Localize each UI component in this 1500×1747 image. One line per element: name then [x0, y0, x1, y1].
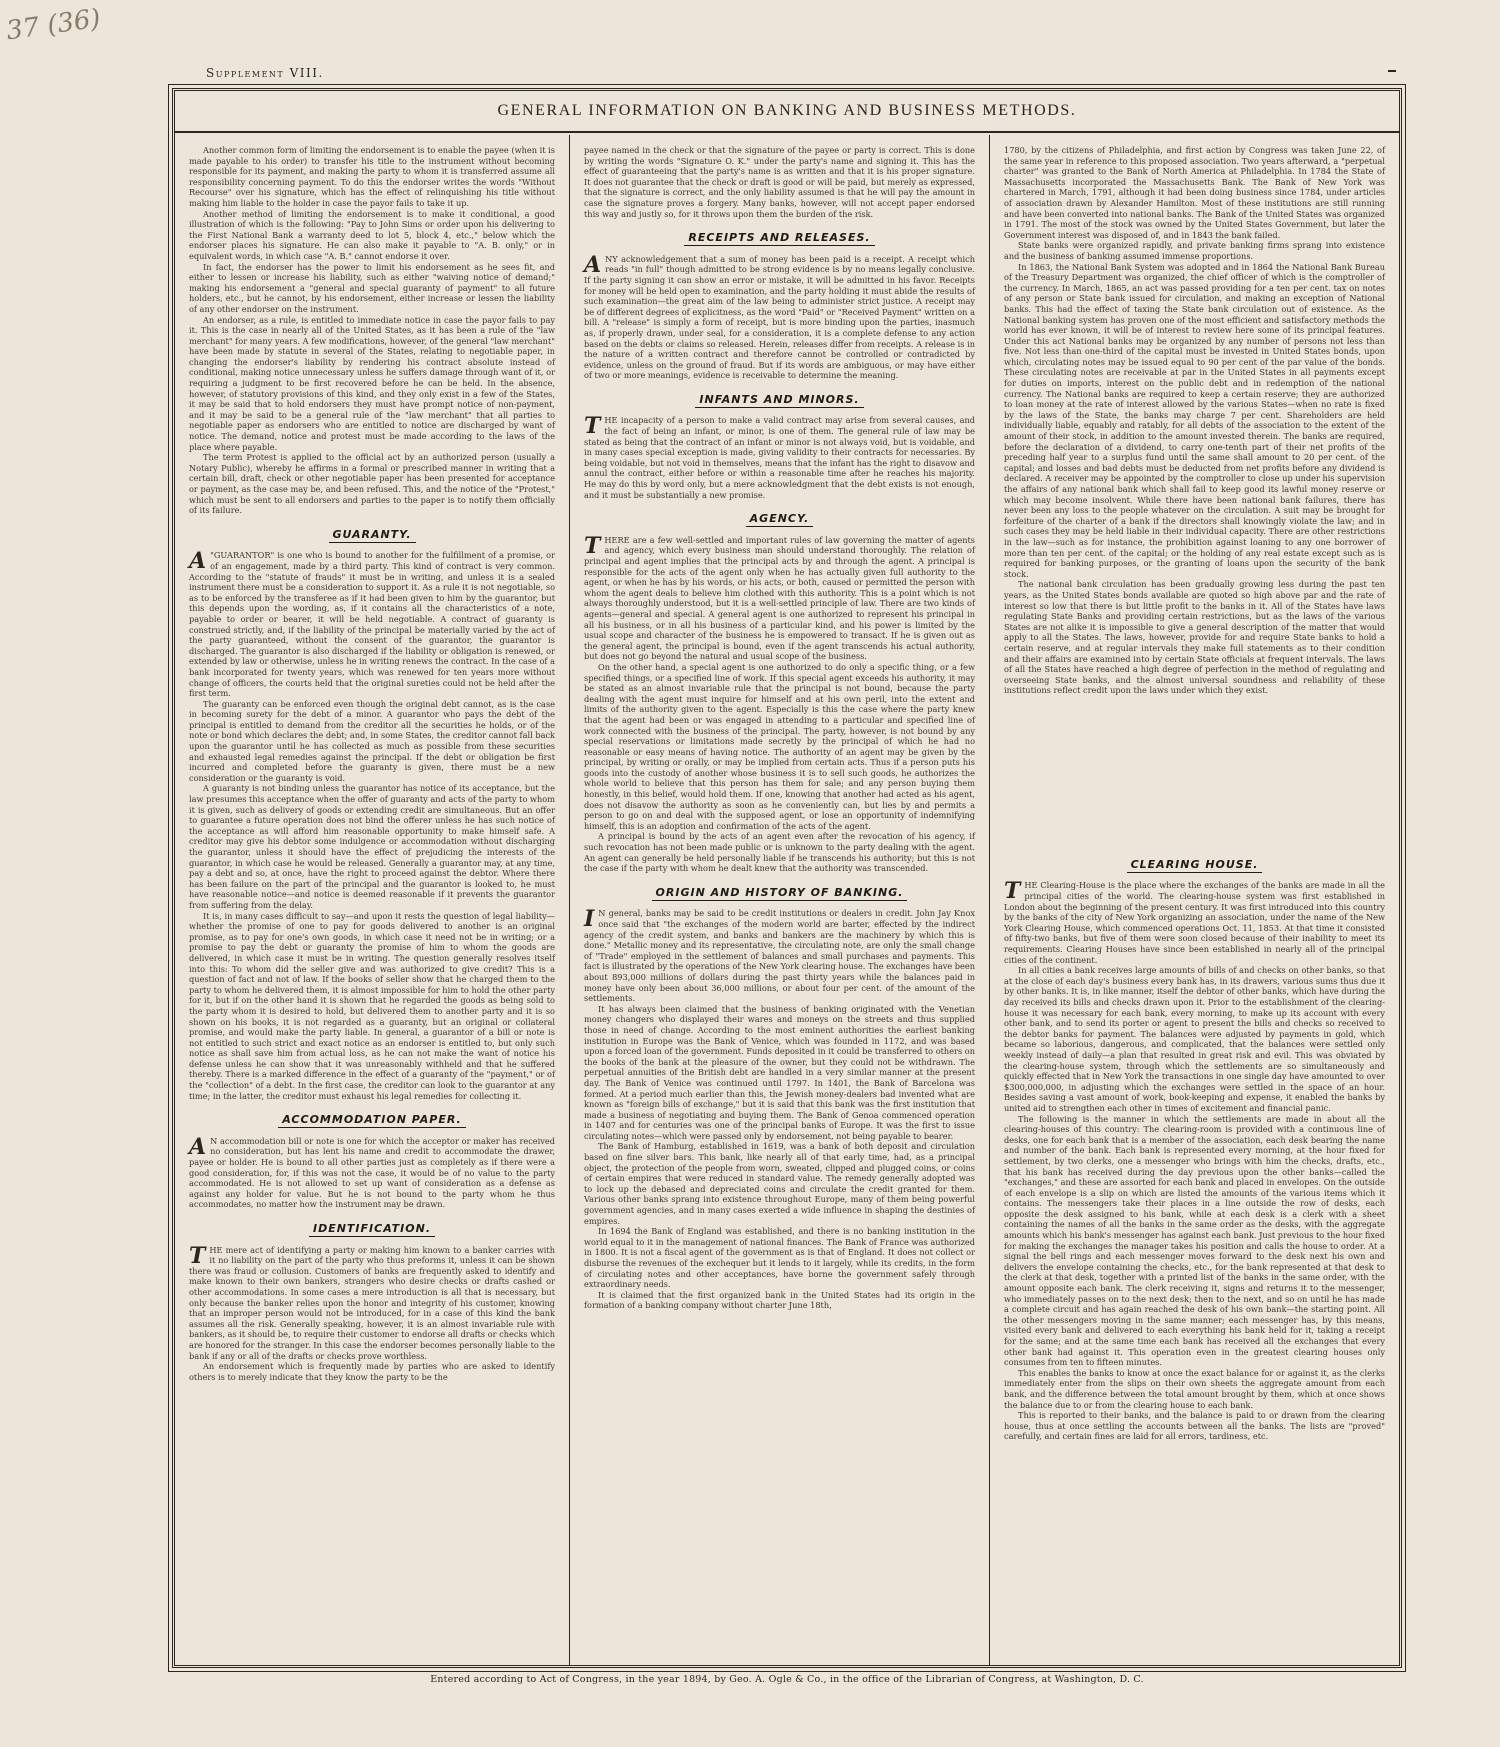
paragraph: A principal is bound by the acts of an agent even after the revocation of his agency, if such revocation has not been made public or is unknown to the party dealing with the agent. An agent can generally be held personally liable if he transcends his authority; but this is not the case if the party with whom he dealt knew that the authority was transcended.: [584, 831, 975, 874]
paragraph: I N general, banks may be said to be credit institutions or dealers in credit. John Jay Knox once said that "the exchanges of the modern world are barter, effected by the indirect agency of the credit system, and banks and bankers are the machinery by which this is done." Metallic money and its representative, the circulating note, are only the small change of "Trade" employed in the settlement of balances and small purchases and payments. This fact is illustrated by the operations of the New York clearing house. The exchanges have been about 893,000 millions of dollars during the past thirty years while the balances paid in money have only been about 36,000 millions, or about four per cent. of the amount of the settlements.: [584, 906, 975, 1004]
paragraph: It has always been claimed that the business of banking originated with the Venetian money changers who displayed their wares and moneys on the streets and thus supplied those in need of change. According to the most eminent authorities the earliest banking institution in Europe was the Bank of Venice, which was founded in 1172, and was based upon a forced loan of the government. Funds deposited in it could be transferred to others on the books of the bank at the pleasure of the owner, but they could not be withdrawn. The perpetual annuities of the British debt are handled in a very similar manner at the present day. The Bank of Venice was continued until 1797. In 1401, the Bank of Barcelona was formed. At a period much earlier than this, the Jewish money-dealers bad invented what are known as "foreign bills of exchange," but it is said that this bank was the first institution that made a business of negotiating and buying them. The Bank of Genoa commenced operation in 1407 and for centuries was one of the principal banks of Europe. It was the first to issue circulating notes—which were passed only by endorsement, not being payable to bearer.: [584, 1003, 975, 1141]
paragraph: The national bank circulation has been gradually growing less during the past ten years, as the United States bonds available are quoted so high above par and the rate of interest so low that there is but little profit to the banks in it. All of the States have laws regulating State Banks and providing certain restrictions, but as the laws of the various States are not alike it is impossible to give a general description of the matter that would apply to all the States. The laws, however, provide for and require State banks to hold a certain reserve, and at regular intervals they make full statements as to their condition and their affairs are examined into by certain State officials at frequent intervals. The laws of all the States have reached a high degree of perfection in the method of regulating and overseeing State banks, and the almost universal soundness and reliability of these institutions reflect credit upon the laws under which they exist.: [1004, 579, 1385, 696]
agency-section: [584, 532, 975, 874]
section-title-clearing: CLEARING HOUSE.: [1004, 860, 1385, 871]
paragraph: State banks were organized rapidly, and private banking firms sprang into existence and the business of banking assumed immense proportions.: [1004, 240, 1385, 261]
paragraph: An endorsement which is frequently made by parties who are asked to identify others is to merely indicate that they know the party to be the: [189, 1361, 555, 1382]
margin-note: 37 (36): [4, 3, 103, 47]
section-title-guaranty: GUARANTY.: [189, 530, 555, 541]
drop-cap: T: [584, 413, 601, 440]
paragraph: In all cities a bank receives large amounts of bills of and checks on other banks, so that at the close of each day's business every bank has, in its drawers, various sums thus due it by other banks. It is, in like manner, itself the debtor of other banks, which have during the day received its bills and checks drawn upon it. Prior to the establishment of the clearing-house it was necessary for each bank, every morning, to make up its account with every other bank, and to send its porter or agent to present the bills and checks so received to the debtor banks for payment. The balances were adjusted by payments in gold, which became so laborious, dangerous, and complicated, that the balances were settled only weekly instead of daily—a plan that resulted in great risk and evil. This was obviated by the clearing-house system, through which the settlements are so simultaneously and quickly effected that in New York the transactions in one single day have amounted to over $300,000,000, in adjusting which the exchanges were settled in the space of an hour. Besides saving a vast amount of work, book-keeping and expense, it enabled the banks by united aid to strengthen each other in times of excitement and financial panic.: [1004, 965, 1385, 1113]
intro-section: [189, 145, 555, 516]
drop-cap: T: [1004, 878, 1021, 905]
receipts-section: [584, 251, 975, 381]
page-dash: [1388, 70, 1396, 72]
paragraph: THE Clearing-House is the place where the exchanges of the banks are made in all the principal cities of the world. The clearing-house system was first established in London about the beginning of the present century. It was first introduced into this country by the banks of the city of New York organizing an association, under the name of the New York Clearing House, which commenced operations Oct. 11, 1853. At that time it consisted of fifty-two banks, but five of them were soon closed because of their inability to meet its requirements. Clearing Houses have since been established in nearly all of the principal cities of the continent.: [1004, 878, 1385, 965]
paragraph: Another common form of limiting the endorsement is to enable the payee (when it is made payable to his order) to transfer his title to the instrument without becoming responsible for its payment, and making the party to whom it is transferred assume all responsibility concerning payment. To do this the endorser writes the words "Without Recourse" over his signature, which has the effect of relinquishing his title without making him liable to the holder in case the payor fails to take it up.: [189, 145, 555, 208]
copyright-footer: Entered according to Act of Congress, in the year 1894, by Geo. A. Ogle & Co., in the office of the Librarian of Congress, at Washington, D. C.: [430, 1674, 1144, 1685]
paragraph: The following is the manner in which the settlements are made in about all the clearing-houses of this country: The clearing-room is provided with a continuous line of desks, one for each bank that is a member of the association, each desk bearing the name and number of the bank. Each bank is represented every morning, at the hour fixed for settlement, by two clerks, one a messenger who brings with him the checks, drafts, etc., that his bank has received during the day previous upon the other banks—called the "exchanges," and these are assorted for each bank and placed in envelopes. On the outside of each envelope is a slip on which are listed the amounts of the various items which it contains. The messengers take their places in a line outside the row of desks, each opposite the desk assigned to his bank, while at each desk is a clerk with a sheet containing the names of all the banks in the same order as the desks, with the aggregate amounts which his bank's messenger has against each bank. Just previous to the hour fixed for making the exchanges the manager takes his position and calls the house to order. At a signal the bell rings and each messenger moves forward to the desk next his own and delivers the envelope containing the checks, etc., for the bank represented at that desk to the clerk at that desk, together with a printed list of the banks in the same order, with the amount opposite each bank. The clerk receiving it, signs and returns it to the messenger, who immediately passes on to the next desk; then to the next, and so on until he has made a complete circuit and has again reached the desk of his own bank—the starting point. All the other messengers moving in the same manner; each messenger has, by this means, visited every bank and delivered to each everything his bank held for it, taking a receipt for the same; and at the same time each bank has received all the exchanges that every other bank had against it. This operation even in the greatest clearing houses only consumes from ten to fifteen minutes.: [1004, 1113, 1386, 1368]
drop-cap: A: [189, 1133, 207, 1160]
spacer: [1004, 696, 1385, 846]
section-title-agency: AGENCY.: [584, 514, 975, 525]
paragraph: In fact, the endorser has the power to limit his endorsement as he sees fit, and either to lessen or increase his liability, such as either "waiving notice of demand;" making his endorsement a "general and special guaranty of payment" to all future holders, etc., but he cannot, by his endorsement, either increase or lessen the liability of any other endorser on the instrument.: [189, 261, 555, 314]
column-1: [175, 135, 569, 1665]
drop-cap: T: [584, 532, 601, 559]
paragraph: THE incapacity of a person to make a valid contract may arise from several causes, and the fact of being an infant, or minor, is one of them. The general rule of law may be stated as being that the contract of an infant or minor is not always void, but is voidable, and in many cases special exception is made, giving validity to their contracts for necessaries. By being voidable, but not void in themselves, means that the infant has the right to disavow and annul the contract, either before or within a reasonable time after he reaches his majority. He may do this by word only, but a mere acknowledgment that the debt exists is not enough, and it must be substantially a new promise.: [584, 413, 975, 500]
drop-cap: A: [584, 251, 602, 278]
paragraph: payee named in the check or that the signature of the payee or party is correct. This is done by writing the words "Signature O. K." under the party's name and signing it. This has the effect of guaranteeing that the party's name is as written and that it is his proper signature. It does not guarantee that the check or draft is good or will be paid, but merely as expressed, that the signature is correct, and the only liability assumed is that he will pay the amount in case the signature proves a forgery. Many banks, however, will not accept paper endorsed this way and justly so, for it throws upon them the burden of the risk.: [584, 145, 975, 219]
infants-section: [584, 415, 975, 500]
page-frame: [172, 88, 1402, 1668]
section-title-origin: ORIGIN AND HISTORY OF BANKING.: [584, 888, 975, 899]
drop-cap: A: [189, 548, 207, 575]
column-3: [989, 135, 1399, 1665]
paragraph: Another method of limiting the endorsement is to make it conditional, a good illustration of which is the following: "Pay to John Sims or order upon his delivering to the First National Bank a warranty deed to lot 5, block 4, etc.," below which the endorser places his signature. He can also make it payable to "A. B. only," or in equivalent words, in which case "A. B." cannot endorse it over.: [189, 208, 555, 261]
paragraph: This is reported to their banks, and the balance is paid to or drawn from the clearing house, thus at once settling the accounts between all the banks. The lists are "proved" carefully, and certain fines are laid for all errors, tardiness, etc.: [1004, 1410, 1385, 1442]
paragraph: An endorser, as a rule, is entitled to immediate notice in case the payor fails to pay it. This is the case in nearly all of the United States, as it has been a rule of the "law merchant" for many years. A few modifications, however, of the general "law merchant" have been made by statute in several of the States, relating to negotiable paper, in changing the endorser's liability by rendering his contract absolute instead of conditional, making notice unnecessary unless he suffers damage through want of it, or requiring a judgment to be first recovered before he can be held. In the absence, however, of statutory provisions of this kind, and they only exist in a few of the States, it may be said that to hold endorsers they must have prompt notice of non-payment, and it may be said to be a general rule of the "law merchant" that all parties to negotiable paper as endorsers who are entitled to notice are discharged by want of notice. The demand, notice and protest must be made according to the laws of the place where payable.: [189, 314, 555, 452]
paragraph: In 1863, the National Bank System was adopted and in 1864 the National Bank Bureau of the Treasury Department was organized, the chief officer of which is the comptroller of the currency. In March, 1865, an act was passed providing for a ten per cent. tax on notes of any person or State bank issued for circulation, and making an exception of National banks. This had the effect of taxing the State bank circulation out of existence. As the National banking system has proven one of the most efficient and satisfactory methods the world has ever known, it will be of interest to review here some of its principal features. Under this act National banks may be organized by any number of persons not less than five. Not less than one-third of the capital must be invested in United States bonds, upon which, circulating notes may be issued equal to 90 per cent of the par value of the bonds. These circulating notes are receivable at par in the United States in all payments except for duties on imports, interest on the public debt and in redemption of the national currency. The National banks are required to keep a certain reserve; they are authorized to loan money at the rate of interest allowed by the various States—when no rate is fixed by the laws of the State, the banks may charge 7 per cent. Shareholders are held individually liable, equably and ratably, for all debts of the association to the extent of the amount of their stock, in addition to the amount invested therein. The banks are required, before the declaration of a dividend, to carry one-tenth part of their net profits of the preceding half year to a surplus fund until the same shall amount to 20 per cent. of the capital; and losses and bad debts must be deducted from net profits before any dividend is declared. A receiver may be appointed by the comptroller to close up under his supervision the affairs of any national bank which shall fail to keep good its lawful money reserve or which may become insolvent. While there have been national bank failures, there has never been any loss to the people whatever on the circulation. A suit may be brought for forfeiture of the charter of a bank if the directors shall knowingly violate the law; and in such cases they may be held liable in their individual capacity. There are other restrictions in the law—such as for instance, the prohibition against loaning to any one borrower of more than ten per cent. of the capital; or the holding of any real estate except such as is required for banking purposes, or the granting of loans upon the security of the bank stock.: [1004, 261, 1385, 579]
paragraph: The term Protest is applied to the official act by an authorized person (usually a Notary Public), whereby he affirms in a formal or prescribed manner in writing that a certain bill, draft, check or other negotiable paper has been presented for acceptance or payment, as the case may be, and been refused. This, and the notice of the "Protest," which must be sent to all endorsers and parties to the paper is to notify them officially of its failure.: [189, 452, 555, 516]
intro-section: [584, 145, 975, 219]
paragraph: It is claimed that the first organized bank in the United States had its origin in the formation of a banking company without charter June 18th,: [584, 1289, 975, 1311]
paragraph: In 1694 the Bank of England was established, and there is no banking institution in the world equal to it in the management of national finances. The Bank of France was authorized in 1800. It is not a fiscal agent of the government as is that of England. It does not collect or disburse the revenues of the exchequer but it lends to it largely, while its credits, in the form of circulating notes and other acceptances, have borne the government safely through extraordinary needs.: [584, 1226, 975, 1290]
section-title-receipts: RECEIPTS AND RELEASES.: [584, 233, 975, 244]
origin-section: [584, 908, 975, 1311]
paragraph: THERE are a few well-settled and important rules of law governing the matter of agents and agency, which every business man should understand thoroughly. The relation of principal and agent implies that the principal acts by and through the agent. A principal is responsible for the acts of the agent only when he has actually given full authority to the agent, or when he has by his words, or his acts, or both, caused or permitted the person with whom the agent deals to believe him clothed with this authority. This is a point which is not always thoroughly understood, but it is a well-settled principle of law. There are two kinds of agents—general and special. A general agent is one authorized to represent his principal in all his business, or in all his business of a particular kind, and his power is limited by the usual scope and character of the business he is empowered to transact. If he is given out as the general agent, the principal is bound, even if the agent transcends his actual authority, but does not go beyond the natural and usual scope of the business.: [584, 532, 975, 662]
page-title: GENERAL INFORMATION ON BANKING AND BUSINESS METHODS.: [497, 102, 1077, 119]
paragraph: The Bank of Hamburg, established in 1619, was a bank of both deposit and circulation based on fine silver bars. This bank, like nearly all of that early time, had, as a principal object, the protection of the people from worn, sweated, clipped and plugged coins, or coins of certain empires that were reduced in standard value. The remedy generally adopted was to lock up the debased and depreciated coins and circulate the credit granted for them. Various other banks sprang into existence throughout Europe, many of them being powerful government agencies, and in many cases exerted a wide influence in shaping the destinies of empires.: [584, 1141, 975, 1226]
section-title-infants: INFANTS AND MINORS.: [584, 395, 975, 406]
paragraph: ANY acknowledgement that a sum of money has been paid is a receipt. A receipt which reads "in full" though admitted to be strong evidence is by no means legally conclusive. If the party signing it can show an error or mistake, it will be admitted in his favor. Receipts for money will be held open to examination, and the party holding it must abide the results of such examination—the great aim of the law being to administer strict justice. A receipt may be of different degrees of explicitness, as the word "Paid" or "Received Payment" written on a bill. A "release" is simply a form of receipt, but is more binding upon the parties, inasmuch as, if properly drawn, under seal, for a consideration, it is a complete defense to any action based on the debts or claims so released. Herein, releases differ from receipts. A release is in the nature of a written contract and therefore cannot be controlled or contradicted by evidence, unless on the ground of fraud. But if its words are ambiguous, or may have either of two or more meanings, evidence is receivable to determine the meaning.: [584, 251, 975, 381]
paragraph: The guaranty can be enforced even though the original debt cannot, as is the case in becoming surety for the debt of a minor. A guarantor who pays the debt of the principal is entitled to demand from the creditor all the securities he holds, or of the note or bond which declares the debt; and, in some States, the creditor cannot fall back upon the guarantor until he has collected as much as possible from these securities and exhausted legal remedies against the principal. If the debt or obligation be first incurred and completed before the guaranty is given, there must be a new consideration or the guaranty is void.: [189, 698, 555, 783]
guaranty-section: [189, 550, 555, 1101]
drop-cap: I: [584, 906, 595, 933]
paragraph: This enables the banks to know at once the exact balance for or against it, as the clerks immediately enter from the slips on their own sheets the aggregate amount from each bank, and the difference between the total amount brought by them, which at once shows the balance due to or from the clearing house to each bank.: [1004, 1367, 1385, 1410]
column-2: [569, 135, 989, 1665]
identification-section: [189, 1242, 555, 1383]
section-title-accommodation: ACCOMMODATION PAPER.: [189, 1115, 555, 1126]
section-title-identification: IDENTIFICATION.: [189, 1224, 555, 1235]
paragraph: On the other hand, a special agent is one authorized to do only a specific thing, or a few specified things, or a specified line of work. If this special agent exceeds his authority, it may be stated as an almost invariable rule that the principal is not bound, because the party dealing with the agent must inquire for himself and at his own peril, into the extent and limits of the authority given to the agent. Especially is this the case where the party knew that the agent had been or was engaged in attending to a particular and specified line of work connected with the business of the principal. The party, however, is not bound by any special reservations or limitations made secretly by the principal of which he had no reasonable or easy means of having notice. The authority of an agent may be given by the principal, by writing or orally, or may be implied from certain acts. Thus if a person puts his goods into the custody of another whose business it is to sell such goods, he authorizes the whole world to believe that this person has them for sale; and any person buying them honestly, in this belief, would hold them. If one, knowing that another had acted as his agent, does not disavow the authority as soon as he conveniently can, but lies by and permits a person to go on and deal with the supposed agent, or lose an opportunity of indemnifying himself, this is an adoption and confirmation of the acts of the agent.: [584, 661, 975, 831]
supplement-label: Supplement VIII.: [206, 66, 324, 80]
paragraph: A N accommodation bill or note is one for which the acceptor or maker has received no consideration, but has lent his name and credit to accommodate the drawer, payee or holder. He is bound to all other parties just as completely as if there were a good consideration, for, if this was not the case, it would be of no value to the party accommodated. He is not allowed to set up want of consideration as a defense as against any holder for value. But he is not bound to the party whom he thus accommodates, no matter how the instrument may be drawn.: [189, 1133, 555, 1210]
paragraph: A guaranty is not binding unless the guarantor has notice of its acceptance, but the law presumes this acceptance when the offer of guaranty and acts of the party to whom it is given, such as delivery of goods or extending credit are simultaneous. But an offer to guarantee a future operation does not bind the offerer unless he has such notice of the acceptance as will afford him reasonable opportunity to make himself safe. A creditor may give his debtor some indulgence or accommodation without discharging the guarantor, unless it should have the effect of prejudicing the interests of the guarantor, in which case he would be released. Generally a guarantor may, at any time, pay a debt and so, at once, have the right to proceed against the debtor. Where there has been failure on the part of the principal and the guarantor is looked to, he must have reasonable notice—and notice is deemed reasonable if it prevents the guarantor from suffering from the delay.: [189, 783, 555, 910]
intro-section: [1004, 145, 1385, 696]
drop-cap: T: [189, 1242, 206, 1269]
paragraph: A "GUARANTOR" is one who is bound to another for the fulfillment of a promise, or of an engagement, made by a third party. This kind of contract is very common. According to the "statute of frauds" it must be in writing, and unless it is a sealed instrument there must be a consideration to support it. As a rule it is not negotiable, so as to be enforced by the transferee as if it had been given to him by the guarantor, but this depends upon the wording, as, if it contains all the characteristics of a note, payable to order or bearer, it will be held negotiable. A contract of guaranty is construed strictly, and, if the liability of the principal be materially varied by the act of the party guaranteed, without the consent of the guarantor, the guarantor is discharged. The guarantor is also discharged if the liability or obligation is renewed, or extended by law or otherwise, unless he in writing renews the contract. In the case of a bank incorporated for twenty years, which was renewed for ten years more without change of officers, the courts held that the original sureties could not be held after the first term.: [189, 548, 555, 699]
page-header: [175, 91, 1399, 133]
paragraph: 1780, by the citizens of Philadelphia, and first action by Congress was taken June 22, of the same year in reference to this proposed association. Two years afterward, a "perpetual charter" was granted to the Bank of North America at Philadelphia. In 1784 the State of Massachusetts incorporated the Massachusetts Bank. The Bank of New York was chartered in March, 1791, although it had been doing business since 1784, under articles of association drawn by Alexander Hamilton. Most of these institutions are still running and have been converted into national banks. The Bank of the United States was organized in 1791. The most of the stock was owned by the United States Government, but later the Government interest was disposed of, and in 1843 the bank failed.: [1004, 145, 1385, 240]
paragraph: THE mere act of identifying a party or making him known to a banker carries with it no liability on the part of the party who thus preforms it, unless it can be shown there was fraud or collusion. Customers of banks are frequently asked to identify and make known to their own bankers, strangers who desire checks or drafts cashed or other accommodations. In some cases a mere introduction is all that is necessary, but only because the banker relies upon the honor and integrity of his customer, knowing that an improper person would not be introduced, for in a case of this kind the bank assumes all the risk. Generally speaking, however, it is an almost invariable rule with bankers, as it should be, to require their customer to endorse all drafts or checks which are honored for the stranger. In this case the endorser becomes personally liable to the bank if any or all of the drafts or checks prove worthless.: [189, 1242, 555, 1361]
paragraph: It is, in many cases difficult to say—and upon it rests the question of legal liability—whether the promise of one to pay for goods delivered to another is an original promise, as to pay for one's own goods, in which case it need not be in writing; or a promise to pay the debt or guaranty the promise of him to whom the goods are delivered, in which case it must be in writing. The question generally resolves itself into this: To whom did the seller give and was authorized to give credit? This is a question of fact and not of law. If the books of seller show that he charged them to the party to whom he delivered them, it is almost impossible for him to hold the other party for it, but if on the other hand it is shown that he regarded the goods as being sold to the party whom it is desired to hold, but delivered them to another party and it is so shown on his books, it is not regarded as a guaranty, but an original or collateral promise, and would make the party liable. In general, a guarantor of a bill or note is not entitled to such strict and exact notice as an endorser is entitled to, but only such notice as shall save him from actual loss, as he can not make the want of notice his defense unless he can show that it was unreasonably withheld and that he suffered thereby. There is a marked difference in the effect of a guaranty of the "payment," or of the "collection" of a debt. In the first case, the creditor can look to the guarantor at any time; in the latter, the creditor must exhaust his legal remedies for collecting it.: [189, 910, 555, 1101]
accommodation-section: [189, 1133, 555, 1210]
clearing-section: [1004, 880, 1385, 1441]
